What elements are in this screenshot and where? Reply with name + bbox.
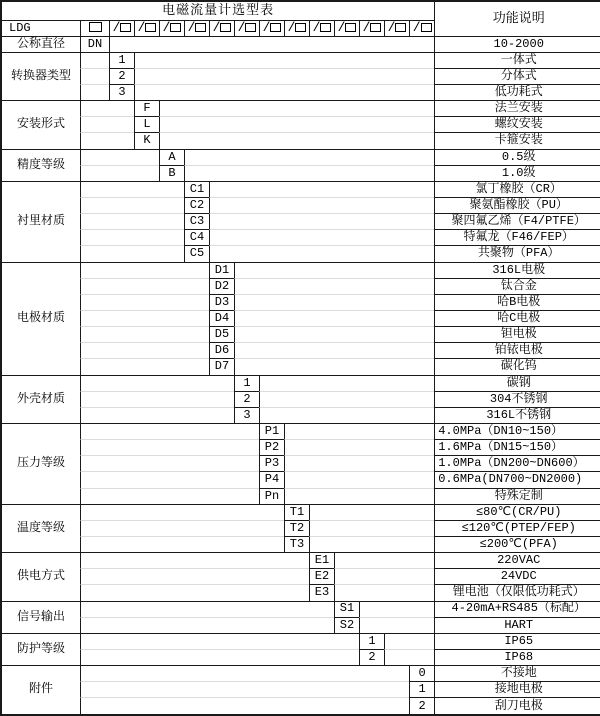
filler-right	[234, 278, 434, 294]
code-cell: DN	[80, 36, 109, 52]
code-cell: 2	[234, 391, 259, 407]
table-row	[2, 375, 600, 391]
category-label: 衬里材质	[2, 181, 80, 262]
code-cell: 3	[109, 84, 134, 100]
filler-right	[209, 229, 434, 245]
slash-glyph: /	[262, 20, 271, 36]
category-label: 安装形式	[2, 100, 80, 148]
slash-glyph: /	[387, 20, 396, 36]
filler-right	[234, 358, 434, 374]
filler-right	[359, 617, 434, 633]
description-cell: 法兰安装	[434, 100, 600, 116]
code-box-icon	[370, 23, 381, 32]
filler-right	[334, 584, 434, 600]
table-row	[2, 471, 600, 487]
filler-left	[80, 342, 209, 358]
code-box-icon	[145, 23, 156, 32]
filler-right	[234, 294, 434, 310]
category-label: 信号输出	[2, 601, 80, 633]
filler-right	[384, 633, 434, 649]
table-row	[2, 181, 600, 197]
description-cell: 哈C电极	[434, 310, 600, 326]
filler-right	[309, 520, 434, 536]
description-cell: 316L电极	[434, 262, 600, 278]
code-cell: 1	[359, 633, 384, 649]
description-cell: ≤80℃(CR/PU)	[434, 504, 600, 520]
model-slash-box	[159, 20, 184, 35]
filler-right	[184, 165, 434, 181]
filler-right	[334, 568, 434, 584]
description-cell: 24VDC	[434, 568, 600, 584]
code-box-icon	[220, 23, 231, 32]
filler-left	[80, 584, 309, 600]
code-cell: S1	[334, 601, 359, 617]
function-description-header: 功能说明	[434, 2, 600, 36]
code-cell: D4	[209, 310, 234, 326]
code-cell: K	[134, 132, 159, 148]
description-cell: 0.5级	[434, 149, 600, 165]
code-box-icon	[245, 23, 256, 32]
description-cell: 聚四氟乙烯（F4/PTFE）	[434, 213, 600, 229]
description-cell: 304不锈钢	[434, 391, 600, 407]
table-row	[2, 132, 600, 148]
table-row	[2, 36, 600, 52]
model-slash-box	[209, 20, 234, 35]
table-row	[2, 633, 600, 649]
description-cell: 刮刀电极	[434, 697, 600, 714]
filler-left	[80, 568, 309, 584]
model-slash-box	[234, 20, 259, 35]
description-cell: 4-20mA+RS485（标配）	[434, 601, 600, 617]
description-cell: 氯丁橡胶（CR）	[434, 181, 600, 197]
filler-left	[80, 665, 409, 681]
table-row	[2, 149, 600, 165]
filler-right	[184, 149, 434, 165]
filler-left	[80, 649, 359, 665]
model-slash-box	[359, 20, 384, 35]
code-cell: C1	[184, 181, 209, 197]
filler-right	[284, 471, 434, 487]
table-row	[2, 407, 600, 423]
table-row	[2, 294, 600, 310]
filler-left	[80, 358, 209, 374]
code-cell: F	[134, 100, 159, 116]
description-cell: 220VAC	[434, 552, 600, 568]
table-row	[2, 197, 600, 213]
description-cell: 碳化钨	[434, 358, 600, 374]
category-label: 转换器类型	[2, 52, 80, 100]
model-slash-box	[109, 20, 134, 35]
filler-right	[134, 84, 434, 100]
code-cell: T1	[284, 504, 309, 520]
model-slash-box	[284, 20, 309, 35]
filler-left	[80, 552, 309, 568]
code-cell: P4	[259, 471, 284, 487]
description-cell: 碳钢	[434, 375, 600, 391]
description-cell: 铂铱电极	[434, 342, 600, 358]
table-row	[2, 165, 600, 181]
model-slash-box	[184, 20, 209, 35]
code-cell: 2	[359, 649, 384, 665]
code-cell: D2	[209, 278, 234, 294]
filler-left	[80, 423, 259, 439]
description-cell: IP68	[434, 649, 600, 665]
filler-left	[80, 278, 209, 294]
model-slash-box	[409, 20, 434, 35]
code-box-icon	[395, 23, 406, 32]
filler-right	[284, 439, 434, 455]
description-cell: 接地电极	[434, 681, 600, 697]
filler-left	[80, 697, 409, 714]
filler-right	[284, 488, 434, 504]
code-cell: D3	[209, 294, 234, 310]
table-row	[2, 617, 600, 633]
filler-left	[80, 681, 409, 697]
table-row	[2, 488, 600, 504]
code-cell: P3	[259, 455, 284, 471]
filler-right	[259, 407, 434, 423]
filler-left	[80, 633, 359, 649]
code-cell: 3	[234, 407, 259, 423]
category-label: 精度等级	[2, 149, 80, 181]
model-slash-box	[134, 20, 159, 35]
description-cell: 分体式	[434, 68, 600, 84]
model-slash-box	[334, 20, 359, 35]
filler-right	[134, 52, 434, 68]
slash-glyph: /	[212, 20, 221, 36]
filler-right	[259, 391, 434, 407]
filler-left	[80, 294, 209, 310]
table-row	[2, 568, 600, 584]
table-row	[2, 601, 600, 617]
description-cell: 10-2000	[434, 36, 600, 52]
table-row	[2, 439, 600, 455]
description-cell: 哈B电极	[434, 294, 600, 310]
filler-right	[284, 455, 434, 471]
description-cell: 聚氨酯橡胶（PU）	[434, 197, 600, 213]
filler-left	[80, 84, 109, 100]
table-row	[2, 504, 600, 520]
table-row	[2, 455, 600, 471]
filler-left	[80, 326, 209, 342]
description-cell: 钽电极	[434, 326, 600, 342]
filler-right	[209, 197, 434, 213]
description-cell: 316L不锈钢	[434, 407, 600, 423]
table-row	[2, 310, 600, 326]
filler-left	[80, 245, 184, 261]
table-row	[2, 100, 600, 116]
slash-glyph: /	[162, 20, 171, 36]
category-label: 附件	[2, 665, 80, 714]
filler-left	[80, 520, 284, 536]
filler-left	[80, 455, 259, 471]
page-title: 电磁流量计选型表	[162, 2, 275, 18]
code-cell: T3	[284, 536, 309, 552]
filler-left	[80, 149, 159, 165]
description-cell: 钛合金	[434, 278, 600, 294]
code-cell: T2	[284, 520, 309, 536]
description-cell: 特殊定制	[434, 488, 600, 504]
filler-left	[80, 617, 334, 633]
filler-right	[334, 552, 434, 568]
filler-left	[80, 100, 134, 116]
code-cell: D6	[209, 342, 234, 358]
filler-left	[80, 165, 159, 181]
description-cell: 低功耗式	[434, 84, 600, 100]
filler-left	[80, 407, 234, 423]
filler-right	[209, 213, 434, 229]
description-cell: HART	[434, 617, 600, 633]
code-cell: L	[134, 116, 159, 132]
category-label: 公称直径	[2, 36, 80, 52]
table-row	[2, 245, 600, 261]
table-row	[2, 326, 600, 342]
table-row	[2, 665, 600, 681]
table-row	[2, 358, 600, 374]
code-cell: D5	[209, 326, 234, 342]
filler-left	[80, 439, 259, 455]
table-row	[2, 584, 600, 600]
table-row	[2, 649, 600, 665]
code-box-icon	[170, 23, 181, 32]
table-row	[2, 697, 600, 714]
description-cell: 4.0MPa（DN10~150）	[434, 423, 600, 439]
table-row	[2, 278, 600, 294]
code-cell: P1	[259, 423, 284, 439]
code-box-icon	[270, 23, 281, 32]
code-cell: B	[159, 165, 184, 181]
category-label: 压力等级	[2, 423, 80, 504]
table-row	[2, 84, 600, 100]
slash-glyph: /	[362, 20, 371, 36]
filler-left	[80, 197, 184, 213]
code-cell: D7	[209, 358, 234, 374]
slash-glyph: /	[287, 20, 296, 36]
model-slash-box	[259, 20, 284, 35]
slash-glyph: /	[412, 20, 421, 36]
table-row	[2, 52, 600, 68]
filler-right	[209, 181, 434, 197]
filler-left	[80, 68, 109, 84]
description-cell: 0.6MPa(DN700~DN2000)	[434, 471, 600, 487]
filler-right	[159, 132, 434, 148]
table-row	[2, 391, 600, 407]
description-cell: 1.0MPa（DN200~DN600）	[434, 455, 600, 471]
slash-glyph: /	[187, 20, 196, 36]
table-row	[2, 229, 600, 245]
filler-left	[80, 229, 184, 245]
slash-glyph: /	[112, 20, 121, 36]
slash-glyph: /	[137, 20, 146, 36]
code-cell: Pn	[259, 488, 284, 504]
code-box-icon	[89, 22, 102, 32]
code-cell: E2	[309, 568, 334, 584]
table-row	[2, 116, 600, 132]
filler-left	[80, 504, 284, 520]
table-row	[2, 681, 600, 697]
code-cell: 2	[409, 697, 434, 714]
filler-right	[309, 536, 434, 552]
code-box-icon	[295, 23, 306, 32]
description-cell: 一体式	[434, 52, 600, 68]
model-slash-box	[384, 20, 409, 35]
code-cell: C3	[184, 213, 209, 229]
filler-right	[234, 310, 434, 326]
category-label: 温度等级	[2, 504, 80, 552]
code-box-icon	[345, 23, 356, 32]
filler-right	[134, 68, 434, 84]
category-label: 电极材质	[2, 262, 80, 375]
category-label: 防护等级	[2, 633, 80, 665]
filler-left	[80, 391, 234, 407]
table-row	[2, 536, 600, 552]
description-cell: 锂电池（仅限低功耗式）	[434, 584, 600, 600]
filler-left	[80, 52, 109, 68]
filler-right	[234, 342, 434, 358]
table-row	[2, 262, 600, 278]
slash-glyph: /	[312, 20, 321, 36]
code-cell: 1	[109, 52, 134, 68]
filler-left	[80, 536, 284, 552]
filler-left	[80, 601, 334, 617]
table-row	[2, 520, 600, 536]
description-cell: 螺纹安装	[434, 116, 600, 132]
description-cell: 特氟龙（F46/FEP）	[434, 229, 600, 245]
filler-right	[159, 116, 434, 132]
code-box-icon	[120, 23, 131, 32]
code-cell: A	[159, 149, 184, 165]
description-cell: IP65	[434, 633, 600, 649]
filler-right	[309, 504, 434, 520]
category-label: 供电方式	[2, 552, 80, 600]
filler-right	[159, 100, 434, 116]
table-row	[2, 342, 600, 358]
code-cell: P2	[259, 439, 284, 455]
category-label: 外壳材质	[2, 375, 80, 423]
description-cell: 1.0级	[434, 165, 600, 181]
filler-left	[80, 116, 134, 132]
code-cell: D1	[209, 262, 234, 278]
code-cell: E3	[309, 584, 334, 600]
description-cell: ≤120℃(PTEP/FEP)	[434, 520, 600, 536]
code-cell: C4	[184, 229, 209, 245]
table-row	[2, 213, 600, 229]
description-cell: 卡箍安装	[434, 132, 600, 148]
filler-right	[234, 262, 434, 278]
filler-right	[384, 649, 434, 665]
table-row	[2, 423, 600, 439]
code-box-icon	[421, 23, 432, 32]
filler-left	[80, 471, 259, 487]
description-cell: 共聚物（PFA）	[434, 245, 600, 261]
code-cell: S2	[334, 617, 359, 633]
code-box-icon	[320, 23, 331, 32]
filler-left	[80, 181, 184, 197]
filler-left	[80, 262, 209, 278]
code-cell: C5	[184, 245, 209, 261]
filler-left	[80, 310, 209, 326]
filler-right	[259, 375, 434, 391]
filler-right	[359, 601, 434, 617]
filler-right	[109, 36, 434, 52]
filler-right	[284, 423, 434, 439]
description-cell: 1.6MPa（DN15~150）	[434, 439, 600, 455]
filler-right	[234, 326, 434, 342]
model-first-box	[80, 20, 109, 35]
code-cell: C2	[184, 197, 209, 213]
filler-left	[80, 488, 259, 504]
table-row	[2, 552, 600, 568]
model-slash-box	[309, 20, 334, 35]
code-box-icon	[195, 23, 206, 32]
slash-glyph: /	[237, 20, 246, 36]
filler-left	[80, 132, 134, 148]
filler-right	[209, 245, 434, 261]
code-cell: E1	[309, 552, 334, 568]
slash-glyph: /	[337, 20, 346, 36]
filler-left	[80, 375, 234, 391]
table-row	[2, 68, 600, 84]
model-prefix: LDG	[2, 20, 80, 35]
filler-left	[80, 213, 184, 229]
code-cell: 0	[409, 665, 434, 681]
code-cell: 2	[109, 68, 134, 84]
code-cell: 1	[409, 681, 434, 697]
description-cell: 不接地	[434, 665, 600, 681]
code-cell: 1	[234, 375, 259, 391]
description-cell: ≤200℃(PFA)	[434, 536, 600, 552]
